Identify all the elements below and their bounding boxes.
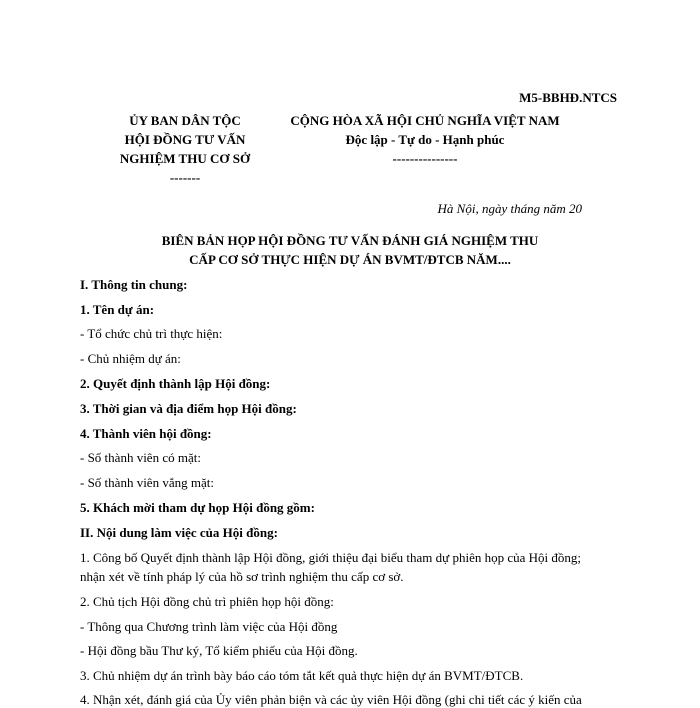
national-motto: Độc lập - Tự do - Hạnh phúc [345,132,505,147]
paragraph-line: nhận xét về tính pháp lý của hồ sơ trình nghiệm thu cấp cơ sở. [80,569,404,584]
list-item: - Hội đồng bầu Thư ký, Tổ kiểm phiếu của Hội đồng. [80,643,358,658]
council-name-2: NGHIỆM THU CƠ SỞ [119,151,251,166]
document-title-2: CẤP CƠ SỞ THỰC HIỆN DỰ ÁN BVMT/ĐTCB NĂM.... [189,252,511,267]
agency-name: ỦY BAN DÂN TỘC [129,113,241,128]
paragraph-line: 4. Nhận xét, đánh giá của Ủy viên phản biện và các ủy viên Hội đồng (ghi chi tiết các ý kiến của [80,692,582,707]
national-title: CỘNG HÒA XÃ HỘI CHỦ NGHĨA VIỆT NAM [290,113,560,128]
subsection-heading: 3. Thời gian và địa điểm họp Hội đồng: [80,401,297,416]
left-separator: ------- [169,170,201,185]
section-heading: I. Thông tin chung: [80,277,188,292]
form-field-line: - Số thành viên vắng mặt: [80,475,214,490]
form-field-line: - Tổ chức chủ trì thực hiện: [80,326,223,341]
right-separator: --------------- [392,151,458,166]
paragraph-line: 1. Công bố Quyết định thành lập Hội đồng, giới thiệu đại biểu tham dự phiên họp của Hội đồng; [80,550,581,565]
form-field-line: - Số thành viên có mặt: [80,450,201,465]
section-heading: II. Nội dung làm việc của Hội đồng: [80,525,278,540]
subsection-heading: 2. Quyết định thành lập Hội đồng: [80,376,271,391]
place-date: Hà Nội, ngày tháng năm 20 [437,201,582,216]
list-item: - Thông qua Chương trình làm việc của Hội đồng [80,619,338,634]
document-title: BIÊN BẢN HỌP HỘI ĐỒNG TƯ VẤN ĐÁNH GIÁ NGHIỆM THU [161,233,539,248]
paragraph-line: 2. Chủ tịch Hội đồng chủ trì phiên họp hội đồng: [80,594,334,609]
paragraph-line: 3. Chủ nhiệm dự án trình bày báo cáo tóm tắt kết quả thực hiện dự án BVMT/ĐTCB. [80,668,524,683]
form-field-line: - Chủ nhiệm dự án: [80,351,181,366]
council-name: HỘI ĐỒNG TƯ VẤN [124,132,246,147]
subsection-heading: 1. Tên dự án: [80,302,155,317]
form-code: M5-BBHĐ.NTCS [519,90,617,105]
subsection-heading: 4. Thành viên hội đồng: [80,426,212,441]
subsection-heading: 5. Khách mời tham dự họp Hội đồng gồm: [80,500,315,515]
